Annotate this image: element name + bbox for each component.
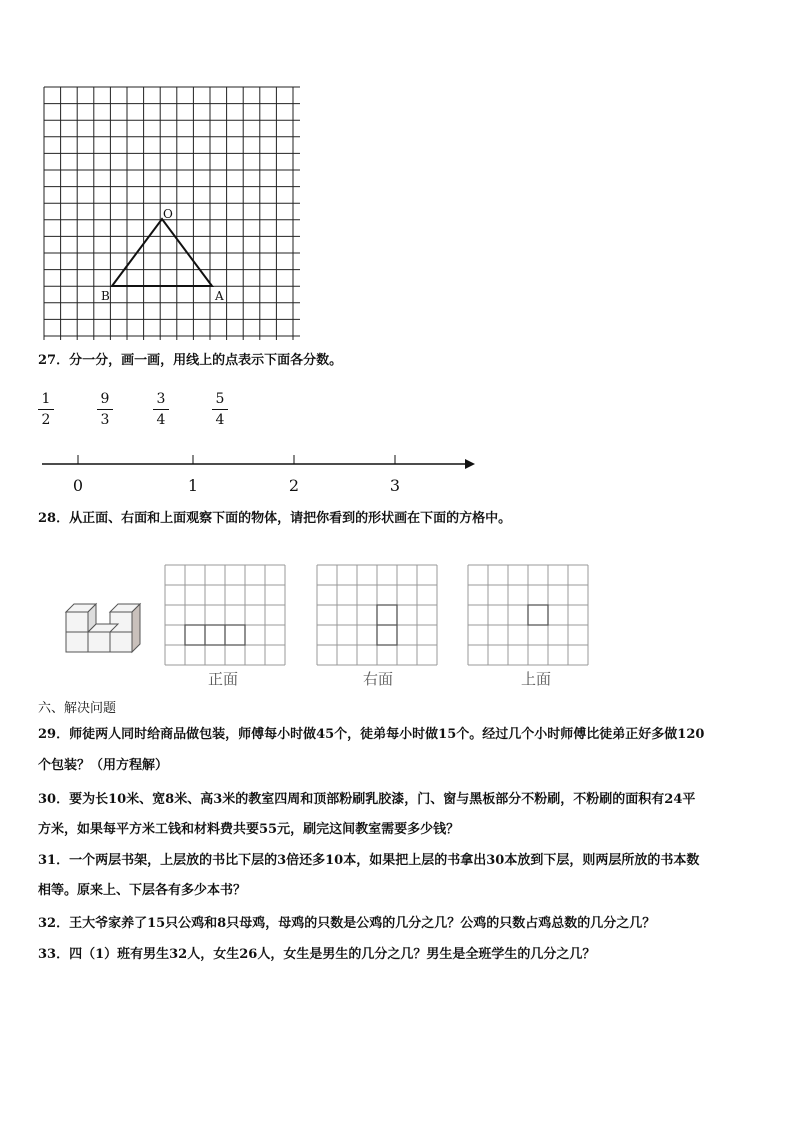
top-view-grid — [467, 564, 591, 666]
fraction-denominator: 4 — [215, 412, 225, 428]
front-view-grid — [164, 564, 288, 666]
fraction-denominator: 2 — [41, 412, 51, 428]
right-view-grid — [316, 564, 440, 666]
fraction-denominator: 3 — [100, 412, 110, 428]
fraction-bar — [97, 409, 113, 410]
number-line-arrow — [465, 459, 475, 469]
fraction-numerator: 1 — [41, 391, 51, 407]
question-30-line1: 30．要为长10米、宽8米、高3米的教室四周和顶部粉刷乳胶漆，门、窗与黑板部分不粉刷，不粉刷的面积有24平 — [38, 792, 696, 807]
cube-object — [62, 598, 146, 656]
top-view-shape — [528, 605, 548, 625]
fraction-numerator: 3 — [156, 391, 166, 407]
fraction-4 — [212, 390, 228, 429]
axis-label-2: 2 — [288, 476, 300, 495]
fraction-1 — [38, 390, 54, 429]
fraction-bar — [153, 409, 169, 410]
question-29-line2: 个包装？（用方程解） — [38, 758, 169, 773]
question-31-line1: 31．一个两层书架，上层放的书比下层的3倍还多10本，如果把上层的书拿出30本放到下层，则两层所放的书本数 — [38, 853, 700, 868]
fraction-bar — [38, 409, 54, 410]
question-31-line2: 相等。原来上、下层各有多少本书？ — [38, 883, 247, 898]
point-label-a: A — [215, 289, 224, 303]
axis-label-0: 0 — [72, 476, 84, 495]
view-label-right: 右面 — [362, 670, 393, 688]
question-28: 28．从正面、右面和上面观察下面的物体，请把你看到的形状画在下面的方格中。 — [38, 511, 512, 526]
view-label-front: 正面 — [207, 670, 238, 688]
right-view-shape — [377, 605, 397, 645]
fraction-bar — [212, 409, 228, 410]
section-title: 六、解决问题 — [38, 701, 117, 716]
question-32: 32．王大爷家养了15只公鸡和8只母鸡，母鸡的只数是公鸡的几分之几？公鸡的只数占鸡总数的几分之几？ — [38, 916, 656, 931]
question-33: 33．四（1）班有男生32人，女生26人，女生是男生的几分之几？男生是全班学生的几分之几？ — [38, 947, 596, 962]
question-29-line1: 29．师徒两人同时给商品做包装，师傅每小时做45个，徒弟每小时做15个。经过几个小时师傅比徒弟正好多做120 — [38, 727, 705, 742]
fraction-3 — [153, 390, 169, 429]
point-label-b: B — [101, 289, 110, 303]
number-line — [40, 452, 480, 476]
view-label-top: 上面 — [520, 670, 551, 688]
front-view-shape — [185, 625, 245, 645]
point-label-o: O — [163, 207, 173, 221]
axis-label-3: 3 — [389, 476, 401, 495]
axis-label-1: 1 — [187, 476, 199, 495]
fraction-numerator: 5 — [215, 391, 225, 407]
question-30-line2: 方米，如果每平方米工钱和材料费共要55元，刷完这间教室需要多少钱？ — [38, 822, 460, 837]
question-27: 27．分一分，画一画，用线上的点表示下面各分数。 — [38, 353, 343, 368]
fraction-denominator: 4 — [156, 412, 166, 428]
fraction-numerator: 9 — [100, 391, 110, 407]
fraction-2 — [97, 390, 113, 429]
